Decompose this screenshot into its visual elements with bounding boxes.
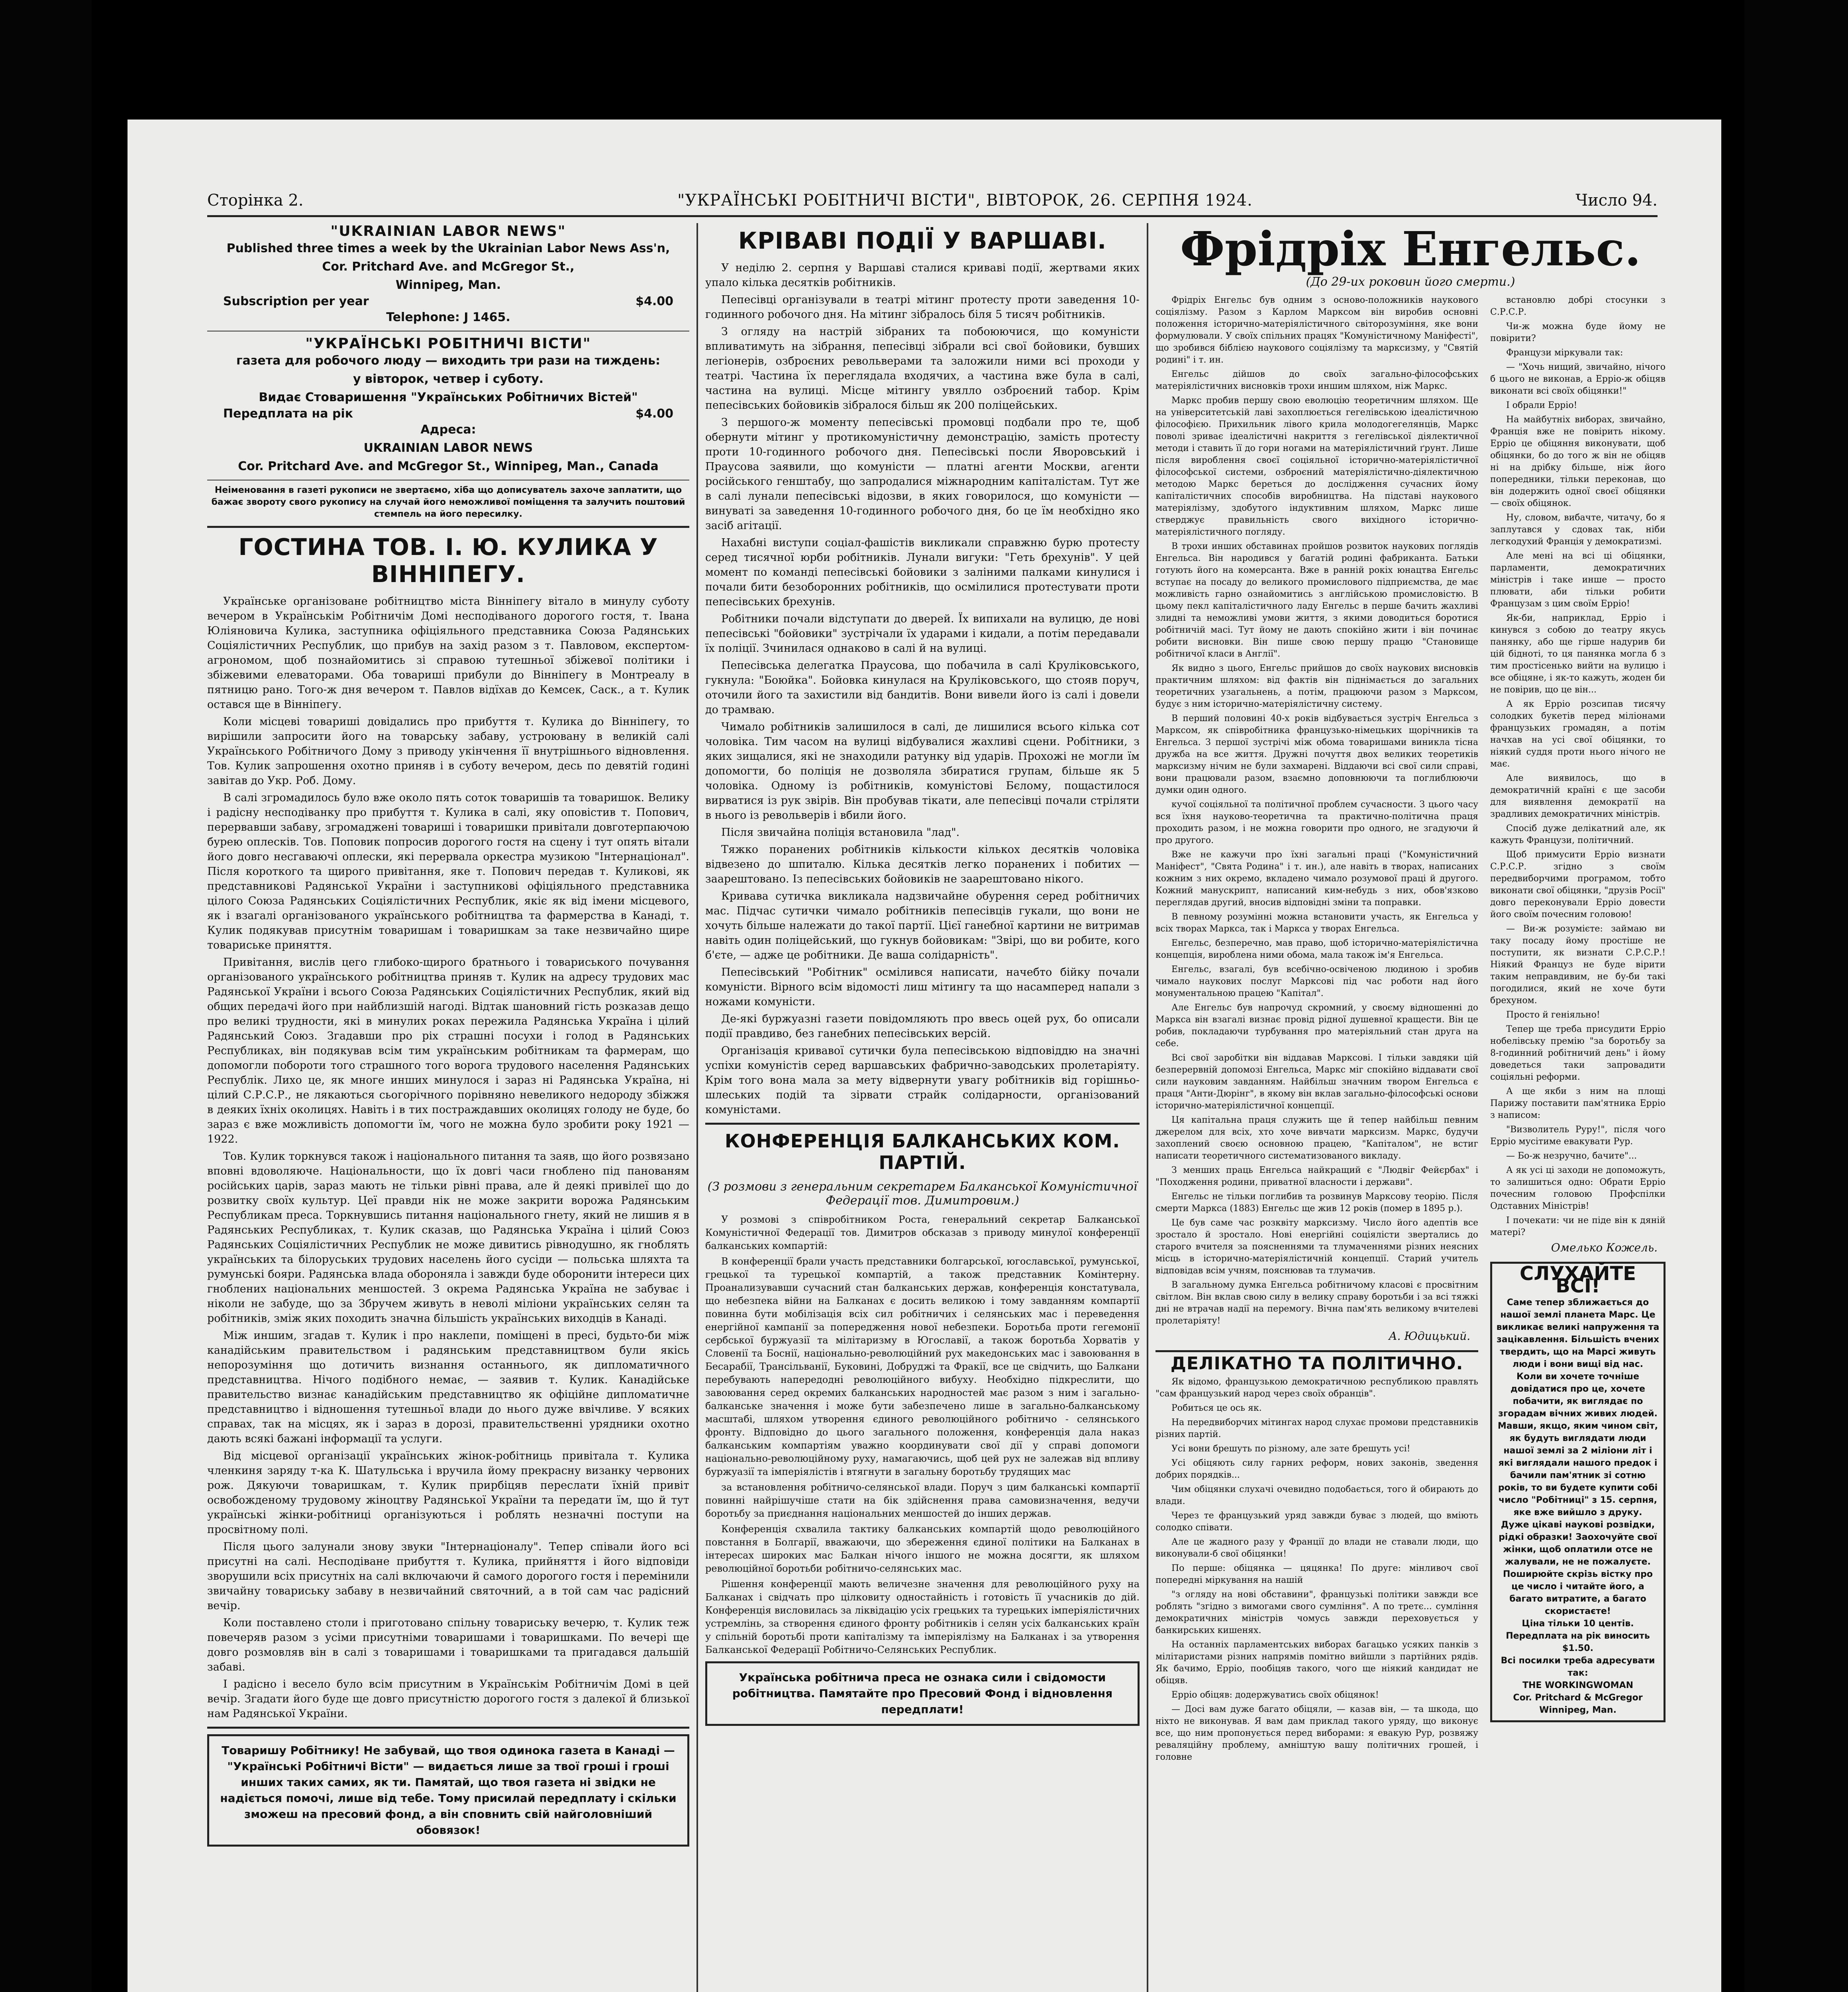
newspaper-page — [128, 120, 1721, 1992]
paragraph: Але мені на всі ці обіцянки, парламенти, демократичних міністрів і таке иншe — просто плювати, аби тільки робити Французам з цим своїм Ерріо! — [1490, 551, 1666, 609]
subscription-price: $4.00 — [636, 294, 673, 308]
paragraph: Коли місцеві товариші довідались про прибуття т. Кулика до Вінніпегу, то вирішили запросити його на товарську забаву, устроювану в великій салі Українського Робітничого Дому з приводу укінчення її внутрішнього відновлення. Тов. Кулик запрошення охотно приняв і в суботу вечером, десь по девятій годині завітав до Укр. Роб. Дому. — [207, 716, 689, 787]
article-title: ГОСТИНА ТОВ. І. Ю. КУЛИКА У ВІННІПЕГУ. — [238, 533, 658, 588]
paragraph: Рішення конференції мають величезне значення для революційного руху на Балканах і свідчать про цілковиту одностайність і готовість її учасників до дій. Конференція висловилась за ліквідацію усіх грецьких та турецьких імперіялістичних устремлінь, за створення єдиного фронту робітників і селян усіх балканських країн у спільній боротьбі проти капіталізму та імперіялізму на Балканах і за утворення Балканської Федерації Робітничо-Селянських Республик. — [705, 1578, 1140, 1655]
advertisement-text: Саме тепер зближається до нашої землі планета Марс. Це викликає великі напруження та зацікавлення. Більшість вчених твердить, що на Марсі живуть люди і вони вищі від нас. — [1496, 1298, 1660, 1369]
address-line: Cor. Pritchard Ave. and McGregor St., Winnipeg, Man., Canada — [238, 459, 659, 473]
masthead-ua-line: газета для робочого люду — виходить три рази на тиждень: — [236, 354, 660, 368]
paragraph: Робиться це ось як. — [1171, 1403, 1262, 1413]
paragraph: А як Ерріо розсипав тисячу солодких букетів перед міліонами французьких громадян, а потім начхав на усі свої обіцянки, то ніякий суддя проти нього нічого не має. — [1490, 699, 1666, 769]
paragraph: Енгельс, взагалі, був всебічно-освіченою людиною і зробив чимало наукових послуг Марксові під час роботи над його монументальною працею "Капітал". — [1155, 965, 1478, 998]
paragraph: І почекати: чи не піде він к дяній матері? — [1490, 1216, 1666, 1237]
divider — [207, 526, 689, 528]
masthead-en-line: Published three times a week by the Ukrainian Labor News Ass'n, — [226, 241, 670, 255]
paragraph: Енгельс дійшов до своїх загально-філософських матеріялістичних висновків трохи иншим шляхом, ніж Маркс. — [1155, 369, 1478, 391]
paragraph: І обрали Ерріо! — [1506, 400, 1577, 410]
article-subtitle: (До 29-их роковин його смерти.) — [1306, 275, 1515, 289]
masthead — [207, 223, 689, 520]
address-line: UKRAINIAN LABOR NEWS — [363, 441, 533, 455]
paragraph: З менших праць Енгельса найкращий є "Людвіг Фейєрбах" і "Походження родини, приватної власности і держави". — [1155, 1165, 1478, 1187]
article-subtitle: (З розмови з генеральним секретарем Балканської Комуністичної Федерації тов. Димитровим.) — [707, 1180, 1138, 1208]
editorial-notice: Неіменовання в газеті рукописи не звертаємо, хіба що дописуватель захоче заплатити, що бажає звороту свого рукопису на случай його неможливої поміщення та залучить поштовий стемпель на його пересилку. — [211, 485, 685, 519]
advertisement-title: СЛУХАЙТЕ ВСІ! — [1520, 1263, 1636, 1297]
paragraph: Енгельс не тільки поглибив та розвинув Марксову теорію. Після смерти Маркса (1883) Енгельс ще жив 12 років (помер в 1895 р.). — [1155, 1192, 1478, 1214]
paragraph: Ця капітальна праця служить ще й тепер найбільш певним джерелом для всіх, хто хоче вивчати марксизм. Маркс, будучи захоплений своєю основною працею, "Капіталом", не встиг написати теоретичного систематизованого викладу. — [1155, 1115, 1478, 1161]
paragraph: — Досі вам дуже багато обіцяли, — казав він, — та шкода, що ніхто не виконував. Я вам дам приклад такого уряду, що виконує все, що ним пропонується перед виборами: я евакую Рур, розвяжу реваляційну проблему, амніштую вашу політичних грошей, і головне — [1155, 1704, 1478, 1762]
paragraph: З першого-ж моменту пепесівські промовці подбали про те, щоб обернути мітинг у протикомуністичну демонстрацію, замість протесту проти 10-годинного робочого дня. Пепесівські посли Яворовський і Праусова заявили, що комуністи — платні агенти Москви, агенти російського генштабу, що запродалися міжнародним капіталістам. Тут же в салі лунали пепесівські відозви, в яких говорилося, що комуністи — винуваті за заведення 10-годинного робочого дня, бо це їм необхідно яко засіб агітації. — [705, 416, 1140, 532]
paragraph: В певному розумінні можна встановити участь, як Енгельса у всіх творах Маркса, так і Маркса у творах Енгельса. — [1155, 912, 1478, 934]
masthead-en-line: Winnipeg, Man. — [395, 278, 501, 292]
article-body — [705, 1213, 1140, 1657]
article-body — [1155, 294, 1478, 1766]
divider — [705, 1123, 1140, 1125]
paragraph: В салі згромадилось було вже около пять соток товаришів та товаришок. Велику і радісну несподіванку про прибуття т. Кулика в салі, яку оповістив т. Попович, перервавши забаву, згромаджені товариші і товаришки привітали довготерпаючою бурею оплесків. Тов. Поповик попросив дорогого гостя на сцену і тут опять вітали його довго несгаваючі оплески, які перервала оркестра музикою "Інтернаціонал". Після короткого та щирого привітання, яке т. Попович передав т. Куликові, як представникові Радянської України і заступникові офіціяльного представника цілого Союза Радянських Соціялістичних Республик, якіє як від імени місцевого, як і взагалі організованого українського робітництва та фармерства в Канаді, т. Кулик подякував присутнім товаришам і товаришкам за таке незвичайно щире товариське приняття. — [207, 792, 689, 951]
column-middle — [705, 223, 1140, 1992]
paragraph: — "Хочь нищий, звичайно, нічого б цього не виконав, а Ерріо-ж обіцяв виконати всі своїх обіцянки!" — [1490, 362, 1666, 396]
paragraph: Усі обіцяють силу гарних реформ, нових законів, зведення добрих порядків... — [1155, 1458, 1478, 1480]
paragraph: Коли поставлено столи і приготовано спільну товариську вечерю, т. Кулик теж повечеряв разом з усіми присутніми товаришами і товаришками. По вечері ще довго розмовляв він в салі з товаришами і товаришками та пригадався дальшій забаві. — [207, 1617, 689, 1673]
paragraph: — Бо-ж незручно, бачите"... — [1506, 1151, 1637, 1161]
paragraph: Вже не кажучи про їхні загальні праці ("Комуністичний Маніфест", "Свята Родина" і т. ин.), але навіть в творах, написаних кожним з них окремо, вкладено чимало розумової праці й другого. Кожний манускрипт, написаний ким-небудь з них, обов'язково переглядав другий, вносив відповідні зміни та поправки. — [1155, 850, 1478, 908]
advertisement-text: Поширюйте скрізь вістку про це число і читайте його, а багато витратите, а багато скористаєте! — [1503, 1569, 1653, 1616]
article-title: Фрідріх Енгельс. — [1180, 223, 1641, 276]
paragraph: Пепесівська делегатка Праусова, що побачила в салі Круліковського, гукнула: "Боюйка". Бойовка кинулася на Круліковського, що стояв поруч, оточили його та захистили від бандитів. Вони вивели його із салі і довели до трамваю. — [705, 659, 1140, 716]
article-title: ДЕЛІКАТНО ТА ПОЛІТИЧНО. — [1170, 1353, 1463, 1374]
author-signature: А. Юдицький. — [1389, 1329, 1470, 1343]
paragraph: Після цього залунали знову звуки "Інтернаціоналу". Тепер співали його всі присутні на салі. Несподіване прибуття т. Кулика, прийняття і його відповіди зворушили всіх присутніх на салі включаючи й самого дорогого гостя і перемінили звичайну товариську забаву в незвичайний святочний, а в той сам час радісний вечір. — [207, 1541, 689, 1612]
article-title: КОНФЕРЕНЦІЯ БАЛКАНСЬКИХ КОМ. ПАРТІЙ. — [724, 1130, 1120, 1173]
paragraph: "з огляду на нові обставини", французькі політики завжди все роблять "згідно з вимогами свого сумління". А по третє... сумління демократичних міністрів чомусь завжди переховується у банкирських кишенях. — [1155, 1590, 1478, 1635]
paragraph: Українське організоване робітництво міста Вінніпегу вітало в минулу суботу вечером в Українськім Робітничім Домі несподіваного дорогого гостя, т. Івана Юліяновича Кулика, заступника офіціяльного представника Союза Радянських Соціялістичних Республик, що прибув на захід разом з т. Павловом, експертом-агрономом, щоб познайомитись зі справою тутешньої збіжевої політики і збіжевими елеваторами. Оба товариші прибули до Вінніпегу в Монтреалу в пятницю рано. Того-ж дня вечером т. Павлов відїхав до Кемсек, Саск., а т. Кулик остався ще в Вінніпегу. — [207, 595, 689, 711]
paragraph: Але Енгельс був напрочуд скромний, у своєму відношенні до Маркса він взагалі визнає провід рідної душевної кращести. Він це робив, покладаючи турбування про матеріяльний стан друга на себе. — [1155, 1003, 1478, 1049]
paragraph: Організація кривавої сутички була пепесівською відповіддю на значні успіхи комуністів серед варшавських фабрично-заводських пролетаріяту. Крім того вона мала за мету відвернути увагу робітників від горішньо-шлеських подій та зірвати страйк солідарности, організований комуністами. — [705, 1045, 1140, 1116]
issue-number: Число 94. — [1575, 191, 1658, 210]
paragraph: У неділю 2. серпня у Варшаві сталися криваві події, жертвами яких упало кілька десятків робітників. — [705, 262, 1140, 289]
paragraph: Французи міркували так: — [1506, 348, 1623, 358]
paragraph: В загальному думка Енгельса робітничому класові є просвітним світлом. Він вклав свою силу в велику справу боротьби і за всі тяжкі дні не втрачав надії на перемогу. Вічна пам'ять великому вчителеві пролетаріяту! — [1155, 1280, 1478, 1326]
masthead-en-line: Cor. Pritchard Ave. and McGregor St., — [322, 260, 575, 274]
paragraph: Тяжко поранених робітників кількости кількох десятків чоловіка відвезено до шпиталю. Кілька десятків легко поранених і побитих — заарештовано. Із пепесівських бойовиків не заарештовано нікого. — [705, 843, 1140, 885]
paragraph: Просто й геніяльно! — [1506, 1010, 1600, 1020]
paragraph: Ну, словом, вибачте, читачу, бо я заплутався у сдовах так, ніби легкодухий Франція у демократизмі. — [1490, 513, 1666, 547]
paragraph: Конференція схвалила тактику балканських компартій щодо революційного повстання в Болгарії, вважаючи, що збереження єдиної політики на Балканах в інтересах широких мас Балкан нічого іншого не можна досягти, як шляхом революційної боротьби робітничо-селянських мас. — [705, 1523, 1140, 1574]
paragraph: Як відомо, французькою демократичною республикою правлять "сам французький народ через своїх обранців". — [1155, 1377, 1478, 1399]
newspaper-dateline: "УКРАЇНСЬКІ РОБІТНИЧІ ВІСТИ", ВІВТОРОК, 26. СЕРПНЯ 1924. — [677, 191, 1253, 210]
advertisement-text: Дуже цікаві наукові розвідки, рідкі образки! Заохочуйте свої жінки, щоб оплатили отсе не жалували, не не пожалуєте. — [1499, 1520, 1657, 1567]
paragraph: Пепесівці організували в театрі мітинг протесту проти заведення 10-годинного робочого дня. На мітинг зібралось біля 5 тисяч робітників. — [705, 294, 1140, 321]
paragraph: Привітання, вислів цего глибоко-щирого братнього і товариського почування організованого українського робітництва приняв т. Кулик на адресу трудових мас Радянської України і всього Союза Радянських Соціялістичних Республик, який від общих передачі його при найблизшій нагоді. Відтак шановний гість розказав дещо про великі трудности, які в минулих роках пережила Радянська Україна і цілий Радянський Союз. Згадавши про ріх страшні посухи і голод в Радянських Республиках, він подякував всім тим українським робітникам та фармерам, що допомогли побороти того страшного того ворога трудового населення Радянських Республік. Лихо це, як многе инших минулося і зараз ні Радянська Україна, ні цілий С.Р.С.Р., не лякаються сьогорічного порівняно невеликого недороду збіжжя в деяких їхніх околицях. Навіть і в тих постраждавших околицях голоду не буде, бо зараз є вже можливість допомогти їм, чого не можна було зробити року 1921 — 1922. — [207, 956, 689, 1145]
article-body — [207, 594, 689, 1721]
paragraph: Спосіб дуже делікатний але, як кажуть Французи, політичний. — [1490, 823, 1666, 845]
paragraph: Тов. Кулик торкнувся також і національного питання та заяв, що його розвязано вповні вдоволяюче. Національности, що їх довгі часи гноблено під панованям російських царів, зараз мають не тільки рівні права, але й деякі привілеї що до розвитку своїх культур. Цеї правди нік не може закрити ворожа Радянським Республикам преса. Торкнувшись питання національного гнету, який не лишив я в Радянських Республиках, т. Кулик сказав, що Радянська Україна і цілий Союз Радянських Соціялістичних Республик не може дивитись рівнодушно, як гноблять українських та білоруських трудових населень його сусіди — польська шляхта та румунські бояри. Радянська влада обороняла і завжди буде оборонити інтереси цих гноблених національних меншостей. З окрема Радянська Україна не забуває і ніколи не забуде, що за Збручем живуть в неволі міліони українських селян та робітників, зміж яких походить значна більшість українських виходців в Канаді. — [207, 1150, 689, 1325]
paragraph: Тепер ще треба присудити Ерріо нобелівську премію "за боротьбу за 8-годинний робітничий день" і йому доведеться таки запровадити соціяльні реформи. — [1490, 1024, 1666, 1082]
paragraph: У розмові з співробітником Роста, генеральний секретар Балканської Комуністичної Федерації тов. Димитров обсказав з приводу минулої конференції балканських компартій: — [705, 1214, 1140, 1251]
advertisement-text: Коли ви хочете точніше довідатися про це, хочете побачити, як виглядає по згорадам вічних живих людей. Мавши, якщо, яким чином світ, як будуть виглядати люди нашої землі за 2 міліони літ і які виглядали нашого предок і бачили пам'ятник зі сотню років, то ви будете купити собі число "Робітниці" з 15. серпня, яке вже вийшло з друку. — [1497, 1372, 1658, 1518]
subscription-label-ua: Передплата на рік — [223, 407, 353, 421]
advertisement-address: Winnipeg, Man. — [1539, 1705, 1617, 1715]
paragraph: Щоб примусити Ерріо визнати С.Р.С.Р. згідно з своїм передвиборчими програмом, тобто виконати свої обіцянки, "друзів Росії" довго переконували Ерріо довести його своїм почесним головою! — [1490, 850, 1666, 920]
paragraph: Після звичайна поліція встановила "лад". — [721, 826, 960, 839]
paragraph: По перше: обіцянка — цяцянка! По друге: мінливоч свої попередні міркування на нашій — [1155, 1563, 1478, 1585]
article-columns — [1155, 294, 1666, 1766]
divider — [1155, 1350, 1478, 1352]
paragraph: Робітники почали відступати до дверей. Їх випихали на вулицю, де нові пепесівські "бойовики" зустрічали їх ударами і кидали, а потім передавали їх поліції. Зчинилася однаково в салі й на вулиці. — [705, 613, 1140, 655]
paragraph: Енгельс, безперечно, мав право, щоб історично-матеріялістична концепція, вироблена ними обома, мала також ім'я Енгельса. — [1155, 938, 1478, 960]
advertisement-address-intro: Всі посилки треба адресувати так: — [1501, 1656, 1655, 1678]
masthead-ua-line: у вівторок, четвер і суботу. — [353, 372, 544, 386]
paragraph: Як-би, наприклад, Ерріо і кинувся з собою до театру якусь панянку, або ще гірше надурив би цій бідноті, то ця панянка могла б з тим простісенько вийти на вулицю і все обіцяне, і як-то кажуть, жоден би не повірив, що це він... — [1490, 613, 1666, 695]
paragraph: На майбутніх виборах, звичайно, Франція вже не повірить нікому. Ерріо це обіцяння виконувати, щоб обіцянки, бо до того ж він не обіцяв ні на дрібку більше, ніж його попередники, тільки переконав, що він додержить одної своєї обіцянки — своїх обіцянок. — [1490, 415, 1666, 508]
paragraph: Пепесівський "Робітник" осмілився написати, начебто бійку почали комуністи. Вірного всім відомості лиш мітингу та що насамперед напали з ножами комуністи. — [705, 966, 1140, 1008]
telephone: Telephone: J 1465. — [386, 310, 510, 324]
paragraph: Фрідріх Енгельс був одним з осново-положників наукового соціялізму. Разом з Карлом Марксом він виробив основні положення історично-матеріялістичного світорозуміння, яке вони формулювали. У своїх спільних працях "Комуністичному Маніфесті", що зробився біблією наукового соціялізму та марксизму, у "Святій родині" і т. ин. — [1155, 295, 1478, 365]
paragraph: Між иншим, згадав т. Кулик і про наклепи, поміщені в пресі, будьто-би між канадійським правительством і радянським представництвом були якісь непорозуміння що дотичить визнання останнього, як дипломатичного представництва. Нічого подібного немає, — заявив т. Кулик. Канадійське правительство визнає канадійським представництво як офіційне дипломатичне представництво і відношення тутешньої влади до нього дуже ввічливе. У всяких справах, так на місцях, як і зараз в дорозі, правительственні урядники охотно дають всякі бажані інформації та услуги. — [207, 1329, 689, 1445]
paragraph: Кривава сутичка викликала надзвичайне обурення серед робітничих мас. Підчас сутички чимало робітників пепесівців гукали, що вони не хочуть більше належати до такої партії. Цієї ганебної картини не витримав навіть один поліцейський, що гукнув бойовикам: "Звірі, що ви робите, кого б'єте, — адже це робітники. Де ваша солідарність". — [705, 890, 1140, 961]
advertisement-box — [1490, 1262, 1666, 1722]
paragraph: На останніх парламентських виборах багацько усяких панків з мілітаристами різних напрямів помітно вийшли з партійних рядів. Як бачимо, Ерріо, пообіцяв такого, чого ще ніякий кандидат не обіцяв. — [1155, 1640, 1478, 1686]
paragraph: Чи-ж можна буде йому не повірити? — [1490, 322, 1666, 343]
paragraph: І радісно і весело було всім присутним в Українськім Робітничім Домі в цей вечір. Згадати його буде ще довго присутністю дорогого гостя з далекої й близької нам Радянської України. — [207, 1678, 689, 1720]
paragraph: Нахабні виступи соціал-фашістів викликали справжню бурю протесту серед тисячної юрби робітників. Лунали вигуки: "Геть брехунів". У цей момент по команді пепесівські бойовики з заліними палками кинулися і почали бити безоборонних робітників, що осмілилися протестувати проти пепесівських брехунів. — [705, 537, 1140, 608]
paragraph: встановлю добрі стосунки з С.Р.С.Р. — [1490, 295, 1666, 317]
paragraph: В перший половині 40-х років відбувається зустріч Енгельса з Марксом, як співробітника французько-німецьких щорічників та Енгельса. З першої зустрічі між обома товаришами виникла тісна дружба на все життя. Дружні почуття двох великих теоретиків марксизму нічим не були захмарені. Віддаючи всі свої сили справі, вони працювали разом, взаємно доповнюючи та поглиблюючи думки один одного. — [1155, 714, 1478, 795]
advertisement-price: Ціна тільки 10 центів. — [1522, 1619, 1634, 1629]
subscription-row-ua — [207, 407, 689, 421]
paragraph: Чимало робітників залишилося в салі, де лишилися всього кілька сот чоловіка. Тим часом на вулиці відбувалися жахливі сцени. Робітники, з яких зищалися, які не знаходили ратунку від ударів. Прохожі не могли їм допомогти, бо поліція не дозволяла збиратися групам, більше як 5 чоловіка. Одному із робітників, комуністові Бєлому, пощастилося вирватися із рук звірів. Він пробував тікати, але пепесівці почали стріляти в нього із револьверів і вбили його. — [705, 721, 1140, 822]
paragraph: На передвиборчих мітингах народ слухає промови представників різних партій. — [1155, 1418, 1478, 1439]
divider — [207, 1727, 689, 1729]
paragraph: Всі свої заробітки він віддавав Марксові. І тільки завдяки цій безперервній допомозі Енгельса, Маркс міг спокійно віддавати свої сили науковим завданням. Найбільш значним твором Енгельса є праця "Анти-Дюрінг", в якому він вклав загально-філософські основи історично-матеріялістичної концепції. — [1155, 1053, 1478, 1111]
subscription-row — [207, 294, 689, 308]
paragraph: Це був саме час розквіту марксизму. Число його адептів все зростало й зростало. Нові енергійні соціялісти звертались до старого вчителя за поясненнями та тлумаченнями різних неясних місць в історично-матеріялістичній концепції. Старий учитель відповідав всім учням, пояснював та тлумачив. — [1155, 1218, 1478, 1276]
paragraph: Де-які буржуазні газети повідомляють про ввесь оцей рух, бо описали події правдиво, без ганебних пепесівських версій. — [705, 1013, 1140, 1040]
paragraph: — Ви-ж розумієте: займаю ви таку посаду йому простіше не поступити, як визнати С.Р.С.Р.! Ніякий Француз не буде вірити таким неправдивим, не бу-би такі погодилися, який не хоче бути брехуном. — [1490, 924, 1666, 1006]
article-title: КРІВАВІ ПОДІЇ У ВАРШАВІ. — [738, 227, 1107, 254]
masthead-en-title: "UKRAINIAN LABOR NEWS" — [330, 223, 566, 239]
column-rule — [1147, 223, 1148, 1992]
paragraph: Але виявилось, що в демократичній країні є ще засоби для виявлення демократії на зрадливих демократичних міністрів. — [1490, 773, 1666, 819]
paragraph: А ще якби з ним на площі Парижу поставити пам'ятника Ерріо з написом: — [1490, 1086, 1666, 1120]
subscription-label: Subscription per year — [223, 294, 369, 308]
article-body-right — [1490, 294, 1666, 1766]
paragraph: кучої соціяльної та політичної проблем сучасности. З цього часу вся їхня науково-теоретична та практично-політична праця проходить разом, і не можна говорити про одного, не згадуючи й про другого. — [1155, 800, 1478, 845]
masthead-ua-line: Видає Стоваришення "Українських Робітничих Вістей" — [259, 390, 638, 404]
advertisement-address: THE WORKINGWOMAN — [1522, 1680, 1634, 1690]
masthead-ua-title: "УКРАЇНСЬКІ РОБІТНИЧІ ВІСТИ" — [305, 335, 591, 352]
advertisement-address: Cor. Pritchard & McGregor — [1513, 1693, 1643, 1703]
page-number: Сторінка 2. — [207, 191, 304, 210]
page-header — [207, 187, 1658, 217]
address-label: Адреса: — [420, 423, 476, 437]
paragraph: Від місцевої організації українських жінок-робітниць привітала т. Кулика членкиня заряду т-ка К. Шатульська і вручила йому прекрасну визанку червоних рож. Дякуючи товаришкам, т. Кулик прирбіцяв переслати їхній привіт освобожденому трудовому жіноцтву Радянської України та передати їм, що й тут українські жінки-робітниці організуються і роблять незначні поступи на просвітному полі. — [207, 1450, 689, 1536]
paragraph: за встановлення робітничо-селянської влади. Поруч з цим балканські компартії повинні найрішучіше стати на бік здійснення права самовизначення, ведучи боротьбу за приєднання національних меншостей до інших держав. — [705, 1482, 1140, 1519]
paragraph: В конференції брали участь представники болгарської, югославської, румунської, грецької та турецької компартій, а також представник Комінтерну. Проанализувавши сучасний стан балканських держав, конференція констатувала, що небезпека війни на Балканах є досить великою і тому завданням компартії повинна бути мобілізація всіх сил робітничих і селянських мас і переведення енергійної кампанії за попередження нової небезпеки. Боротьба проти гегемонії сербської буржуазії та мілітаризму в Югославії, а також боротьба Хорватів у Словенії та Боснії, національно-революційний рух македонських мас і завоювання в Бесарабії, Трансільванії, Буковині, Добруджі та Фракії, все це свідчить, що Балкани перебувають напередодні революційного вибуху. Необхідно підкреслити, що завоювання серед окремих балканських народностей має разом з ним і загально-балканське значення і може бути забезпечено лише в загально-балканському масштабі, шляхом утворення єдиного революційного робітничо - селянського фронту. Відповідно до цього загального положення, конференція дала наказ балканським компартіям уважно координувати свої дії у справі допомоги національно-революційному руху, намагаючись, щоб цей рух не залежав від впливу буржуазії та імперіялістів і втягнути в загальну боротьбу трудящих мас — [705, 1256, 1140, 1477]
article-body — [705, 261, 1140, 1117]
paragraph: "Визволитель Руру!", після чого Ерріо мусітиме евакувати Рур. — [1490, 1125, 1666, 1147]
appeal-box: Товаришу Робітнику! Не забувай, що твоя одинока газета в Канаді — "Українські Робітничі Вісти" — видається лише за твої гроші і гроші инших таких самих, як ти. Памятай, що твоя газета ні звідки не надіється помочі, лише від тебе. Тому присилай передплату і скільки зможеш на пресовий фонд, а він сповнить свій найголовніший обовязок! — [207, 1734, 689, 1847]
column-right — [1155, 223, 1666, 1992]
column-rule — [696, 223, 698, 1992]
paragraph: Маркс пробив першу свою еволюцію теоретичним шляхом. Ще на університетській лаві захоплюється гегелівською ідеалістичною філософією. Прихильник лівого крила молодогегелянців, Маркс поволі зриває ідеалістичні накриття з гегелівської діялектичної методи і ставить її до гори ногами на матеріялістичний ґрунт. Лише після вироблення своєї соціяльної історично-матеріялістичної філософської системи, озброєний матеріялістично-діялектичною методою Маркс береться до дослідження сучасних йому капіталістичних способів виробництва. На підставі наукового матеріялізму, здобутого індуктивним шляхом, Маркс лише стверджує правильність свого вихідного історично-матеріялістичного погляду. — [1155, 396, 1478, 537]
appeal-box: Українська робітнича преса не ознака сили і свідомости робітництва. Памятайте про Пресовий Фонд і відновлення передплати! — [705, 1661, 1140, 1726]
paragraph: Ерріо обіцяв: додержуватись своїх обіцянок! — [1171, 1690, 1379, 1700]
author-signature: Омелько Кожель. — [1551, 1241, 1658, 1254]
scan-border-left — [0, 0, 92, 1992]
paragraph: Але це жадного разу у Франції до влади не ставали люди, що виконували-б свої обіцянки! — [1155, 1537, 1478, 1559]
paragraph: В трохи инших обставинах пройшов розвиток наукових поглядів Енгельса. Він народився у багатій родині фабриканта. Батьки готують його на комерсанта. Вже в ранній рокіх юнацтва Енгельс вступає на посаду до великого промислового підприємства, де має можливість гарно ознайомитись з англійською промисловістю. В цьому пекл капіталістичного ладу Енгельс в першe бачить жахливі злидні та неможливі умови життя, з якими доводиться боротися робітничій масі. Тут йому не дають спокійно жити і він починає робити висновки. Він пише свою першу працю "Становище робітничої класи в Англії". — [1155, 541, 1478, 659]
paragraph: Чим обіцянки слухачі очевидно подобається, того й обирають до влади. — [1155, 1484, 1478, 1506]
paragraph: З огляду на настрій зібраних та побоюючися, що комуністи впливатимуть на зібрання, пепесівці зібрали всі свої бойовики, бувших легіонерів, озброєних револьверами та заложили ними всі проходи у театрі. Частина їх переглядала входячих, а частина вже була в салі, частина на вулиці. Місце мітингу увялло озброєний табор. Крім пепесівських бойовиків зібралося більш як 200 поліцейських. — [705, 325, 1140, 412]
subscription-price-ua: $4.00 — [636, 407, 673, 421]
paragraph: Як видно з цього, Енгельс прийшов до своїх наукових висновків практичним шляхом: від фактів він піднімається до загальних теоретичних узагальнень, а потім, працюючи разом з Марксом, будує з ним історично-матеріялістичну систему. — [1155, 663, 1478, 709]
paragraph: Через те французький уряд завжди буває з людей, що вміють солодко співати. — [1155, 1511, 1478, 1533]
column-left — [207, 223, 689, 1992]
advertisement-subscription: Передплата на рік виносить $1.50. — [1506, 1631, 1650, 1653]
paragraph: Усі вони брешуть по різному, але зате брешуть усі! — [1171, 1444, 1411, 1454]
paragraph: А як усі ці заходи не допоможуть, то залишиться одно: Обрати Ерріо почесним головою Профспілки Одставних Міністрів! — [1490, 1165, 1666, 1211]
scan-border-right — [1744, 0, 1848, 1992]
